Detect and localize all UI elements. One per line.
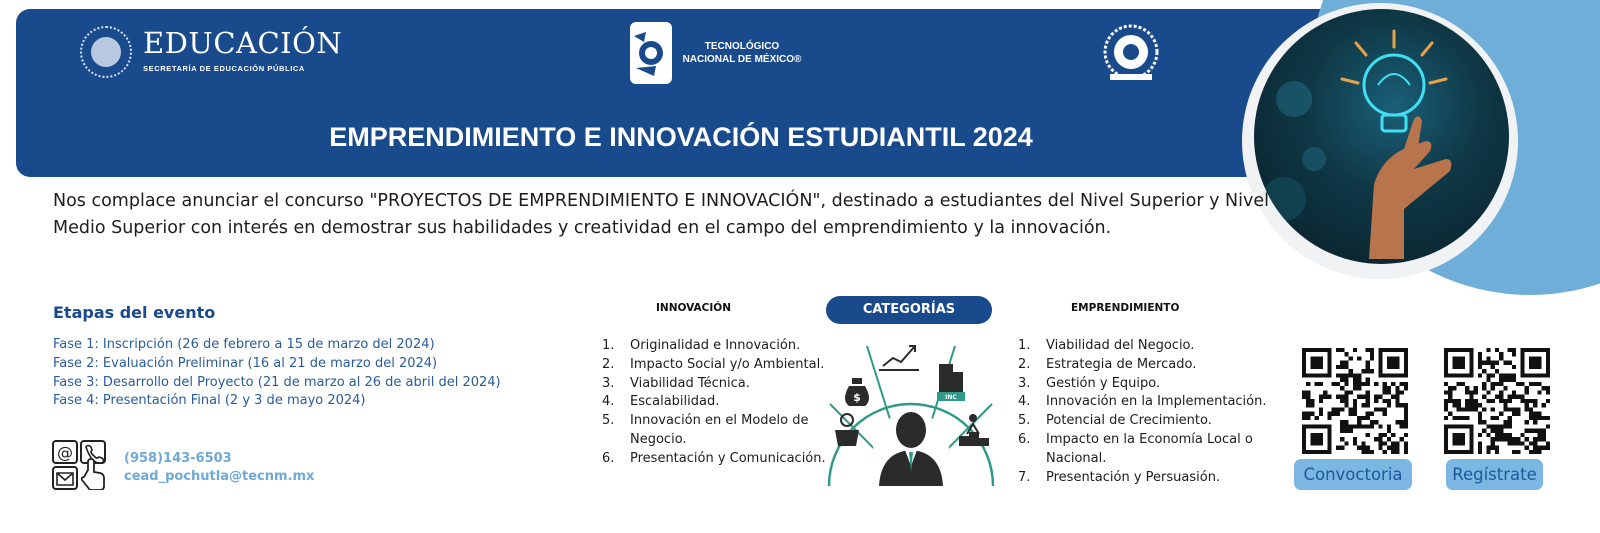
stage-item: Fase 4: Presentación Final (2 y 3 de mayo 2024) (53, 393, 366, 409)
tecnm-gear-icon (626, 18, 676, 88)
list-item (1018, 469, 1278, 488)
item-number: 1. (602, 338, 615, 353)
list-item (1018, 337, 1278, 356)
building-badge: INC (945, 394, 957, 401)
building-icon (937, 364, 965, 401)
innovation-title: INNOVACIÓN (656, 302, 731, 314)
stage-item: Fase 3: Desarrollo del Proyecto (21 de marzo al 26 de abril del 2024) (53, 374, 501, 390)
item-text: Presentación y Comunicación. (630, 450, 826, 466)
item-number: 5. (602, 413, 615, 429)
item-number: 3. (1018, 375, 1031, 391)
item-text: Impacto Social y/o Ambiental. (630, 356, 825, 372)
itp-gear-icon (1096, 18, 1166, 88)
growth-chart-icon (879, 346, 919, 370)
item-text: Estrategia de Mercado. (1046, 356, 1197, 372)
stage-item: Fase 2: Evaluación Preliminar (16 al 21 de marzo del 2024) (53, 355, 438, 371)
item-text: Gestión y Equipo. (1046, 375, 1161, 391)
item-number: 2. (1018, 356, 1031, 372)
list-item (602, 356, 832, 375)
innovation-criteria-list (602, 337, 832, 469)
item-text: Innovación en el Modelo de Negocio. (630, 413, 809, 447)
contact-phone[interactable]: (958)143-6503 (124, 451, 232, 466)
item-text: Impacto en la Economía Local o Nacional. (1046, 431, 1253, 466)
money-bag-icon (845, 378, 869, 406)
tecnm-logo (626, 18, 816, 90)
item-number: 6. (1018, 431, 1031, 447)
list-item (602, 393, 832, 412)
list-item (602, 450, 832, 469)
list-item (1018, 375, 1278, 394)
tecnm-line2: NACIONAL DE MÉXICO® (682, 54, 802, 65)
item-number: 1. (1018, 338, 1031, 353)
item-text: Originalidad e Innovación. (630, 338, 801, 353)
entrepreneurship-title: EMPRENDIMIENTO (1071, 302, 1180, 314)
item-text: Potencial de Crecimiento. (1046, 413, 1212, 429)
main-title: EMPRENDIMIENTO E INNOVACIÓN ESTUDIANTIL 2024 (329, 122, 1033, 152)
list-item (602, 337, 832, 356)
stages-list (53, 336, 501, 411)
list-item (602, 412, 832, 450)
item-text: Presentación y Persuasión. (1046, 469, 1221, 485)
list-item (1018, 412, 1278, 431)
podium-icon (959, 414, 989, 446)
item-number: 4. (602, 394, 615, 410)
idea-box-icon (835, 414, 859, 446)
register-button[interactable]: Regístrate (1446, 459, 1543, 490)
intro-text: Nos complace anunciar el concurso "PROYECTOS DE EMPRENDIMIENTO E INNOVACIÓN", destinado a estudiantes del Nivel Superior y Nivel Medio Superior con interés en demostrar sus habilidades y creatividad en el campo del emprendimiento y la innovación. (53, 191, 1269, 238)
sep-title: EDUCACIÓN (143, 26, 343, 60)
item-text: Escalabilidad. (630, 394, 720, 410)
contact-email[interactable]: cead_pochutla@tecnm.mx (124, 469, 315, 484)
qr-code-registro[interactable] (1444, 348, 1550, 454)
item-text: Viabilidad Técnica. (630, 375, 750, 391)
list-item (1018, 356, 1278, 375)
item-text: Innovación en la Implementación. (1046, 394, 1267, 410)
svg-text:@: @ (57, 443, 73, 462)
tecnm-name (682, 40, 802, 66)
sep-logo (80, 24, 380, 84)
mexico-seal-icon (80, 26, 132, 78)
item-number: 5. (1018, 413, 1031, 429)
categories-pill: CATEGORÍAS (826, 296, 992, 324)
item-number: 7. (1018, 469, 1031, 485)
list-item (1018, 393, 1278, 412)
svg-text:$: $ (853, 391, 861, 404)
categories-graphic (827, 338, 995, 486)
stage-item: Fase 1: Inscripción (26 de febrero a 15 de marzo del 2024) (53, 337, 435, 352)
item-number: 2. (602, 356, 615, 372)
entrepreneurship-criteria-list (1018, 337, 1278, 487)
contact-icon (52, 440, 112, 490)
convocatoria-button[interactable]: Convoctoria (1294, 459, 1412, 490)
qr-code-convocatoria[interactable] (1302, 348, 1408, 454)
list-item (1018, 431, 1278, 469)
tecnm-line1: TECNOLÓGICO (704, 41, 780, 52)
item-number: 4. (1018, 394, 1031, 410)
sep-subtitle: SECRETARÍA DE EDUCACIÓN PÚBLICA (143, 64, 305, 73)
item-text: Viabilidad del Negocio. (1046, 338, 1195, 353)
stages-title: Etapas del evento (53, 303, 216, 322)
list-item (602, 375, 832, 394)
item-number: 3. (602, 375, 615, 391)
item-number: 6. (602, 450, 615, 466)
